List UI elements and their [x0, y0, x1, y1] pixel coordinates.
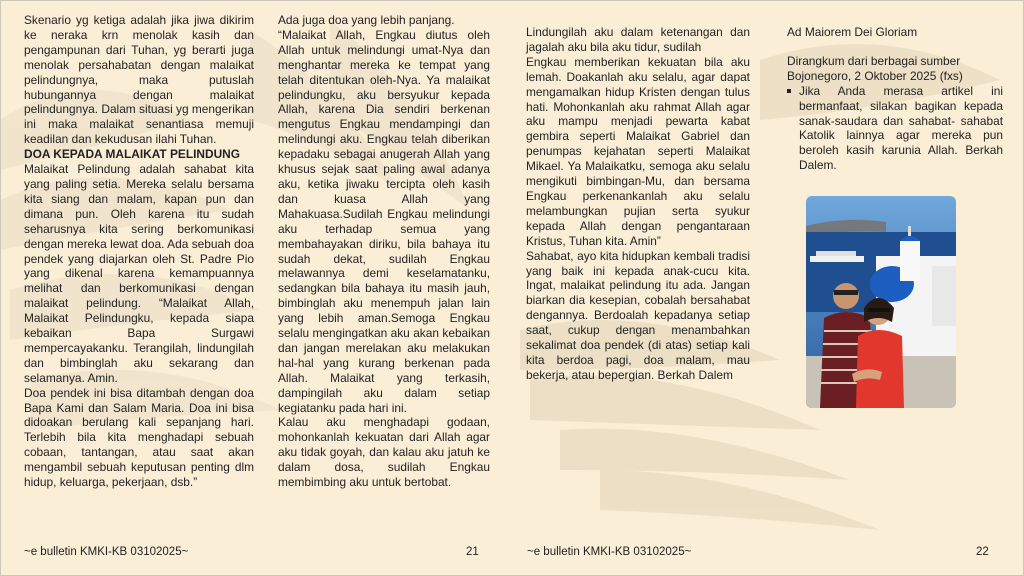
footer-bulletin-left: ~e bulletin KMKI-KB 03102025~: [24, 546, 189, 558]
compiled-note: Dirangkum dari berbagai sumber: [787, 53, 961, 68]
column-2: [278, 13, 490, 490]
page-number-right: 22: [976, 546, 989, 558]
temptation-paragraph: Kalau aku menghadapi godaan, mohonkanlah kekuatan dari Allah agar aku tidak goyah, dan kalau aku jatuh ke dalam dosa, sudilah Engkau membimbing aku untuk bertobat.: [278, 415, 490, 490]
body-paragraph: Malaikat Pelindung adalah sahabat kita yang paling setia. Mereka selalu bersama kita siang dan malam, kapan pun dan dimana pun. Oleh karena itu sudah seharusnya kita sering berkomunikasi dengan mereka lewat doa. Ada sebuah doa pendek yang diajarkan oleh St. Padre Pio yang dikenal karena kemampuannya melihat dan berkomunikasi dengan malaikat pelindung. “Malaikat Allah, Malaikat Pelindungku, kepada siapa kebaikan Bapa Surgawi mempercayakanku. Terangilah, lindungilah dan bimbinglah aku sekarang dan selamanya. Amin.: [24, 162, 254, 385]
couple-photo: [806, 196, 956, 408]
share-bullet: [787, 84, 1003, 173]
motto: Ad Maiorem Dei Gloriam: [787, 25, 918, 39]
section-heading: DOA KEPADA MALAIKAT PELINDUNG: [24, 147, 241, 162]
intro-paragraph: Skenario yg ketiga adalah jika jiwa dikirim ke neraka krn menolak kasih dan pengampunan dari Tuhan, yg berarti juga menolak persahabatan dengan malaikat pelindungnya, maka putuslah hubungannya dengan malaikat pelindungnya. Dalam situasi yg mengerikan ini maka malaikat senantiasa memuji keadilan dan kekudusan ilahi Tuhan.: [24, 13, 255, 147]
bullet-icon: [787, 89, 791, 93]
footer-bulletin-right: ~e bulletin KMKI-KB 03102025~: [527, 546, 692, 558]
prayer-note-paragraph: Doa pendek ini bisa ditambah dengan doa Bapa Kami dan Salam Maria. Doa ini bisa didoakan berulang kali sepanjang hari. Terlebih bila kita menghadapi sebuah cobaan, tantangan, atau saat akan mengambil sebuah keputusan penting dlm hidup, keluarga, pekerjaan, dsb.”: [24, 385, 254, 490]
closing-paragraph: Sahabat, ayo kita hidupkan kembali tradisi yang baik ini kepada anak-cucu kita. Ingat, malaikat pelindung itu ada. Jangan biarkan dia kesepian, cobalah bersahabat dengannya. Berdoalah kepadanya setiap saat, cukup dengan menambahkan sekalimat doa pendek (di atas) setiap kali kita berdoa pagi, doa malam, mau bekerja, atau bepergian. Berkah Dalem: [526, 248, 750, 382]
long-prayer-paragraph: Ada juga doa yang lebih panjang. “Malaikat Allah, Engkau diutus oleh Allah untuk melindungi umat-Nya dan menghantar mereka ke tempat yang telah ditentukan oleh-Nya. Ya malaikat pelindungku, aku bersyukur kepada Allah, karena Dia sendiri berkenan mengutus Engkau mendampingi dan melindungi aku. Engkau telah diberikan kepadaku sebagai anugerah Allah yang khusus sejak saat paling awal adanya aku, ketika jiwaku tercipta oleh kasih dan kuasa Allah yang Mahakuasa.Sudilah Engkau melindungi aku terhadap semua yang membahayakan diriku, bila bahaya itu sudah dekat, sudilah Engkau melawannya demi keselamatanku, sedangkan bila bahaya itu masih jauh, bimbinglah aku menempuh jalan lain yang lebih aman.Semoga Engkau selalu mengingatkan aku akan kebaikan dan jangan merelakan aku melakukan hal-hal yang kurang berkenan pada Allah. Malaikat yang terkasih, dampingilah aku dalam setiap kegiatanku pada hari ini.: [278, 13, 490, 415]
column-1: [24, 13, 254, 490]
column-3: [526, 25, 750, 383]
column-4: [787, 25, 1003, 173]
share-bullet-text: Jika Anda merasa artikel ini bermanfaat, silakan bagikan kepada sanak-saudara dan sahabat- sahabat Katolik lainnya agar mereka pun beroleh kasih karunia Allah. Berkah Dalem.: [799, 83, 1003, 173]
place-date: Bojonegoro, 2 Oktober 2025 (fxs): [787, 68, 963, 83]
prayer-continuation-paragraph: Lindungilah aku dalam ketenangan dan jagalah aku bila aku tidur, sudilah Engkau memberikan kekuatan bila aku lemah. Doakanlah aku selalu, agar dapat mengamalkan hidup Kristen dengan tulus hati. Mohonkanlah aku rahmat Allah agar aku mampu menjadi pewarta kabat gembira seperti Malaikat Gabriel dan penumpas kejahatan seperti Malaikat Mikael. Ya Malaikatku, semoga aku selalu mengikuti bimbingan-Mu, dan bersama Engkau perkenankanlah aku selalu melambungkan pujian serta syukur kepada Allah dengan pengantaraan Kristus, Tuhan kita. Amin”: [526, 25, 750, 248]
page-number-left: 21: [466, 546, 479, 558]
